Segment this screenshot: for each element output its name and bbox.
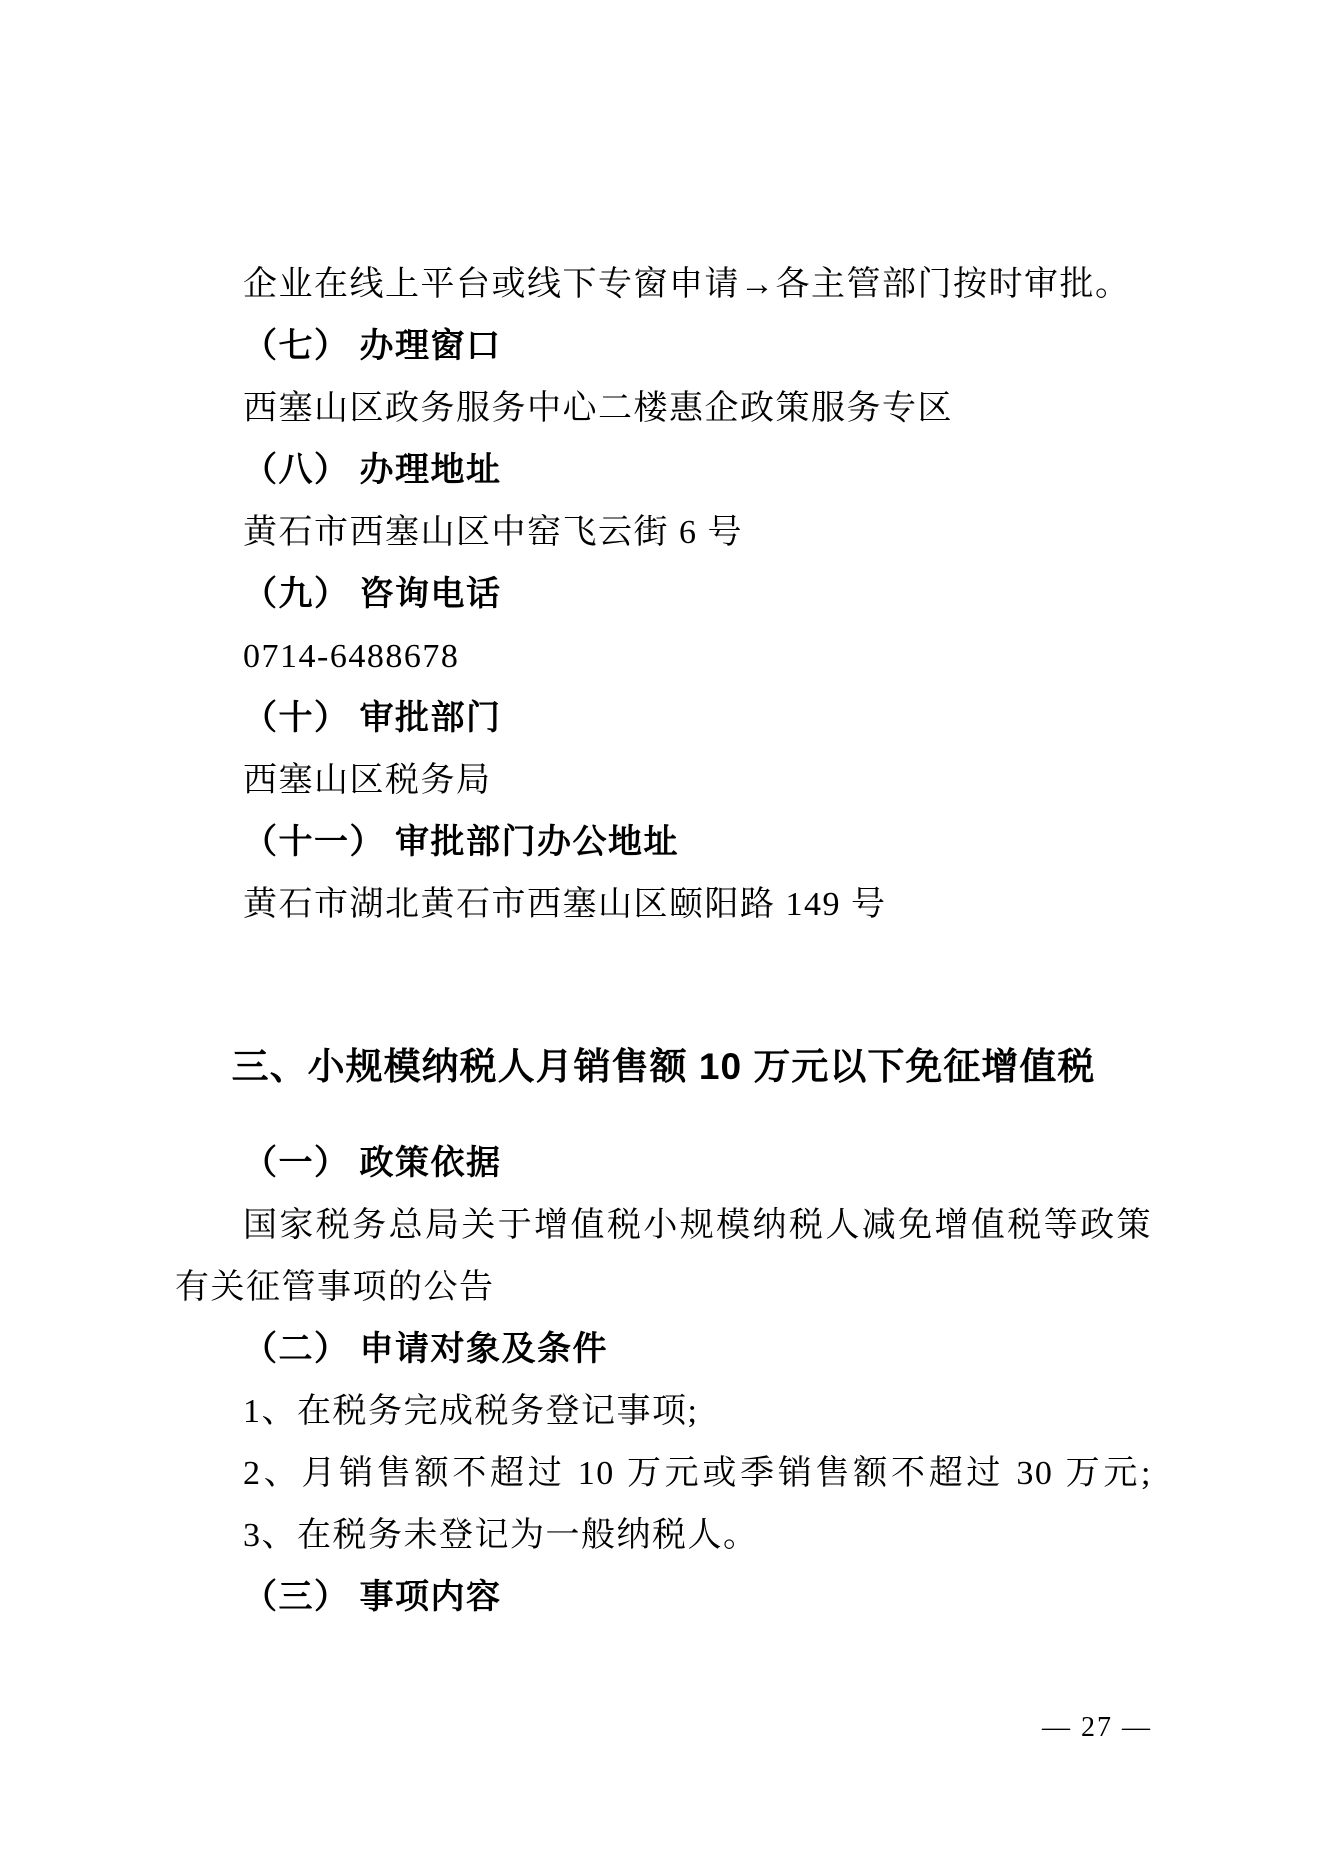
subsection-heading: （八） 办理地址 bbox=[243, 452, 502, 489]
paragraph-line: 1、在税务完成税务登记事项; bbox=[243, 1393, 699, 1430]
paragraph-line: 3、在税务未登记为一般纳税人。 bbox=[243, 1517, 759, 1554]
paragraph-line: 国家税务总局关于增值税小规模纳税人减免增值税等政策 bbox=[243, 1207, 1152, 1244]
paragraph-line: 西塞山区税务局 bbox=[243, 762, 492, 799]
paragraph-line: 黄石市西塞山区中窑飞云街 6 号 bbox=[243, 514, 743, 551]
paragraph-line: 黄石市湖北黄石市西塞山区颐阳路 149 号 bbox=[243, 886, 887, 923]
page-number: — 27 — bbox=[1042, 1712, 1152, 1743]
paragraph-line: 0714-6488678 bbox=[243, 638, 460, 675]
paragraph-line: 企业在线上平台或线下专窗申请→各主管部门按时审批。 bbox=[243, 266, 1131, 303]
paragraph-line: 西塞山区政务服务中心二楼惠企政策服务专区 bbox=[243, 390, 953, 427]
subsection-heading: （七） 办理窗口 bbox=[243, 328, 502, 365]
subsection-heading: （十一） 审批部门办公地址 bbox=[243, 824, 679, 861]
subsection-heading: （九） 咨询电话 bbox=[243, 576, 502, 613]
subsection-heading: （三） 事项内容 bbox=[243, 1579, 502, 1616]
paragraph-line: 有关征管事项的公告 bbox=[175, 1269, 495, 1306]
section-heading: 三、小规模纳税人月销售额 10 万元以下免征增值税 bbox=[231, 1046, 1096, 1087]
paragraph-line: 2、月销售额不超过 10 万元或季销售额不超过 30 万元; bbox=[243, 1455, 1152, 1492]
subsection-heading: （十） 审批部门 bbox=[243, 700, 502, 737]
subsection-heading: （二） 申请对象及条件 bbox=[243, 1331, 608, 1368]
subsection-heading: （一） 政策依据 bbox=[243, 1145, 502, 1182]
